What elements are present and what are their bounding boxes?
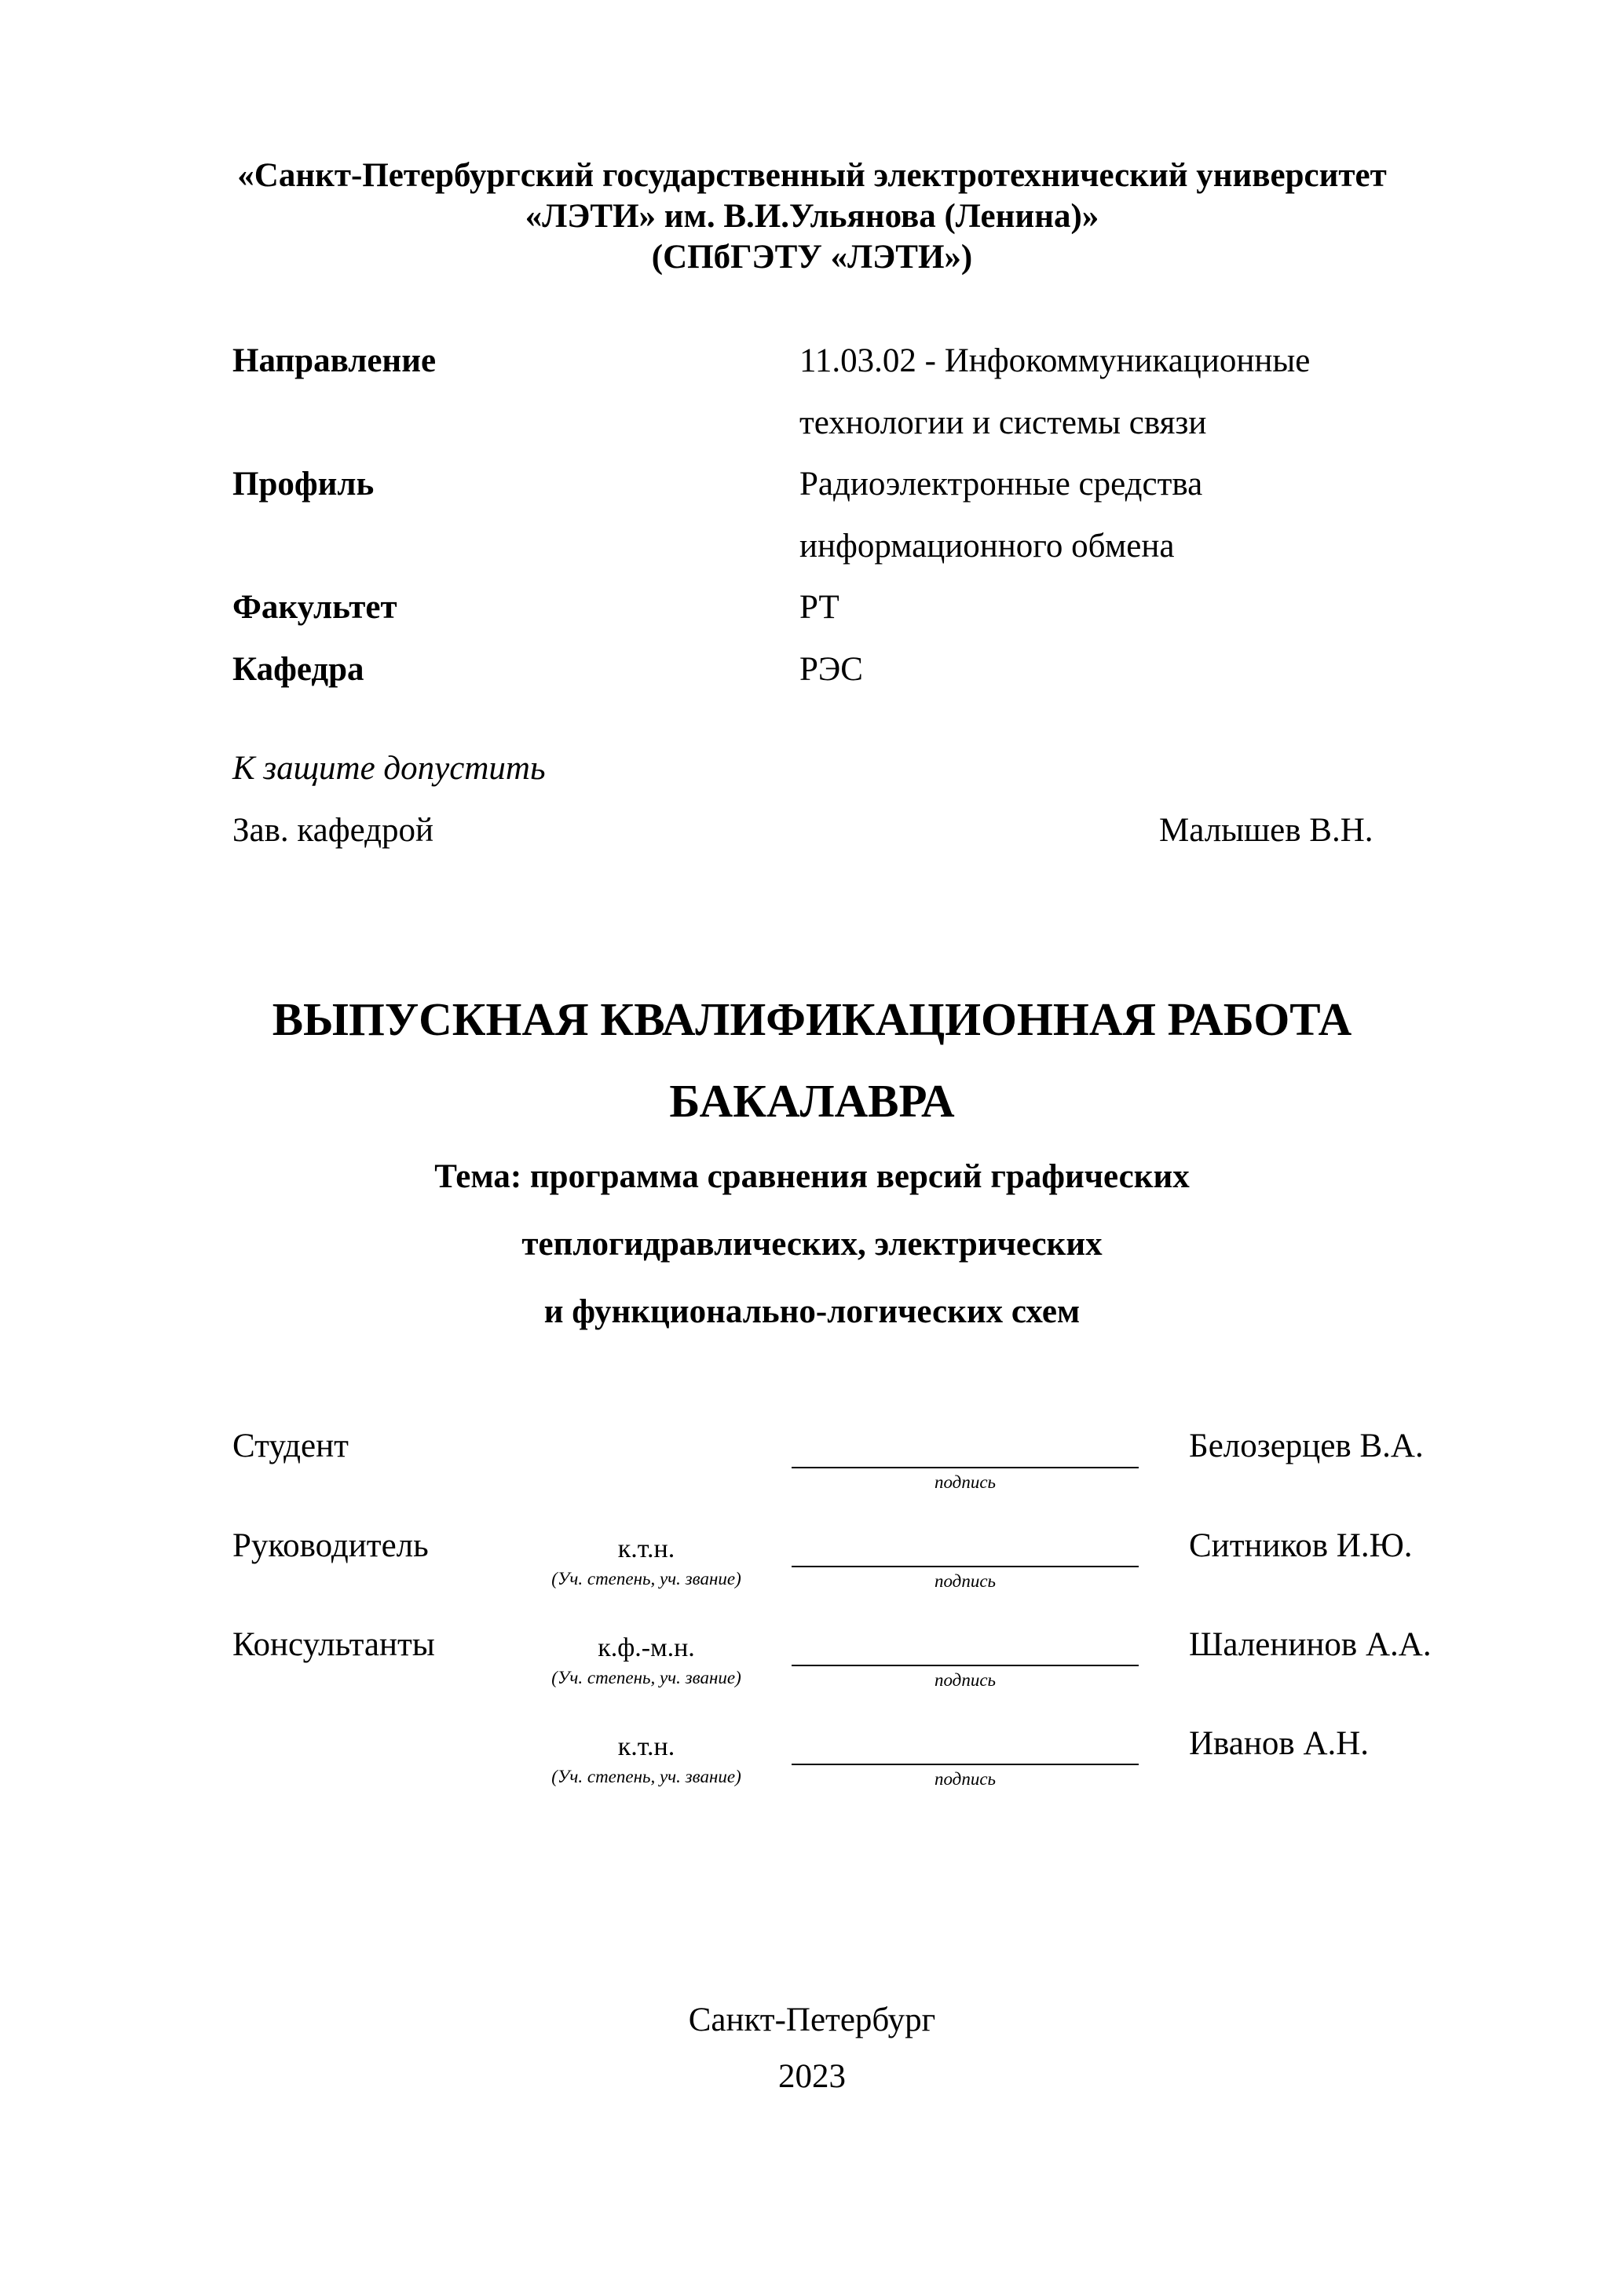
profile-value-line2: информационного обмена xyxy=(799,528,1175,565)
consultant1-degree: к.ф.-м.н. xyxy=(598,1633,695,1662)
direction-value-line2: технологии и системы связи xyxy=(799,404,1207,441)
direction-label: Направление xyxy=(232,342,437,379)
profile-label: Профиль xyxy=(232,466,375,503)
admit-to-defense: К защите допустить xyxy=(232,750,546,787)
consultant2-name: Иванов А.Н. xyxy=(1189,1725,1370,1762)
consultant1-degree-caption: (Уч. степень, уч. звание) xyxy=(551,1668,741,1687)
footer-city: Санкт-Петербург xyxy=(688,2002,936,2038)
supervisor-degree: к.т.н. xyxy=(617,1534,675,1563)
university-name-line2: «ЛЭТИ» им. В.И.Ульянова (Ленина)» xyxy=(525,198,1099,235)
student-role: Студент xyxy=(232,1428,349,1464)
topic-line1: Тема: программа сравнения версий графических xyxy=(434,1158,1190,1195)
department-label: Кафедра xyxy=(232,651,364,688)
head-of-department-label: Зав. кафедрой xyxy=(232,812,434,849)
supervisor-name: Ситников И.Ю. xyxy=(1189,1527,1413,1564)
consultant1-signature-caption: подпись xyxy=(934,1670,996,1690)
supervisor-signature-caption: подпись xyxy=(934,1571,996,1591)
topic-line2: теплогидравлических, электрических xyxy=(521,1226,1103,1263)
consultant1-name: Шаленинов А.А. xyxy=(1189,1626,1432,1663)
supervisor-role: Руководитель xyxy=(232,1527,429,1564)
consultant1-signature-line xyxy=(792,1665,1139,1666)
direction-value-line1: 11.03.02 - Инфокоммуникационные xyxy=(799,342,1311,379)
document-title-line1: ВЫПУСКНАЯ КВАЛИФИКАЦИОННАЯ РАБОТА xyxy=(272,993,1352,1045)
department-value: РЭС xyxy=(799,651,863,688)
consultant2-signature-line xyxy=(792,1764,1139,1765)
supervisor-degree-caption: (Уч. степень, уч. звание) xyxy=(551,1569,741,1589)
consultants-role: Консультанты xyxy=(232,1626,435,1663)
student-name: Белозерцев В.А. xyxy=(1189,1428,1424,1464)
student-signature-line xyxy=(792,1467,1139,1468)
topic-line3: и функционально-логических схем xyxy=(543,1293,1081,1330)
faculty-value: РТ xyxy=(799,589,839,626)
university-abbreviation: (СПбГЭТУ «ЛЭТИ») xyxy=(651,239,973,276)
supervisor-signature-line xyxy=(792,1566,1139,1567)
document-title-line2: БАКАЛАВРА xyxy=(669,1075,955,1127)
consultant2-degree-caption: (Уч. степень, уч. звание) xyxy=(551,1767,741,1786)
consultant2-degree: к.т.н. xyxy=(617,1732,675,1761)
student-signature-caption: подпись xyxy=(934,1472,996,1492)
consultant2-signature-caption: подпись xyxy=(934,1769,996,1789)
university-name-line1: «Санкт-Петербургский государственный электротехнический университет xyxy=(237,157,1387,194)
head-of-department-name: Малышев В.Н. xyxy=(1159,812,1373,849)
footer-year: 2023 xyxy=(778,2058,846,2095)
faculty-label: Факультет xyxy=(232,589,397,626)
profile-value-line1: Радиоэлектронные средства xyxy=(799,466,1203,503)
